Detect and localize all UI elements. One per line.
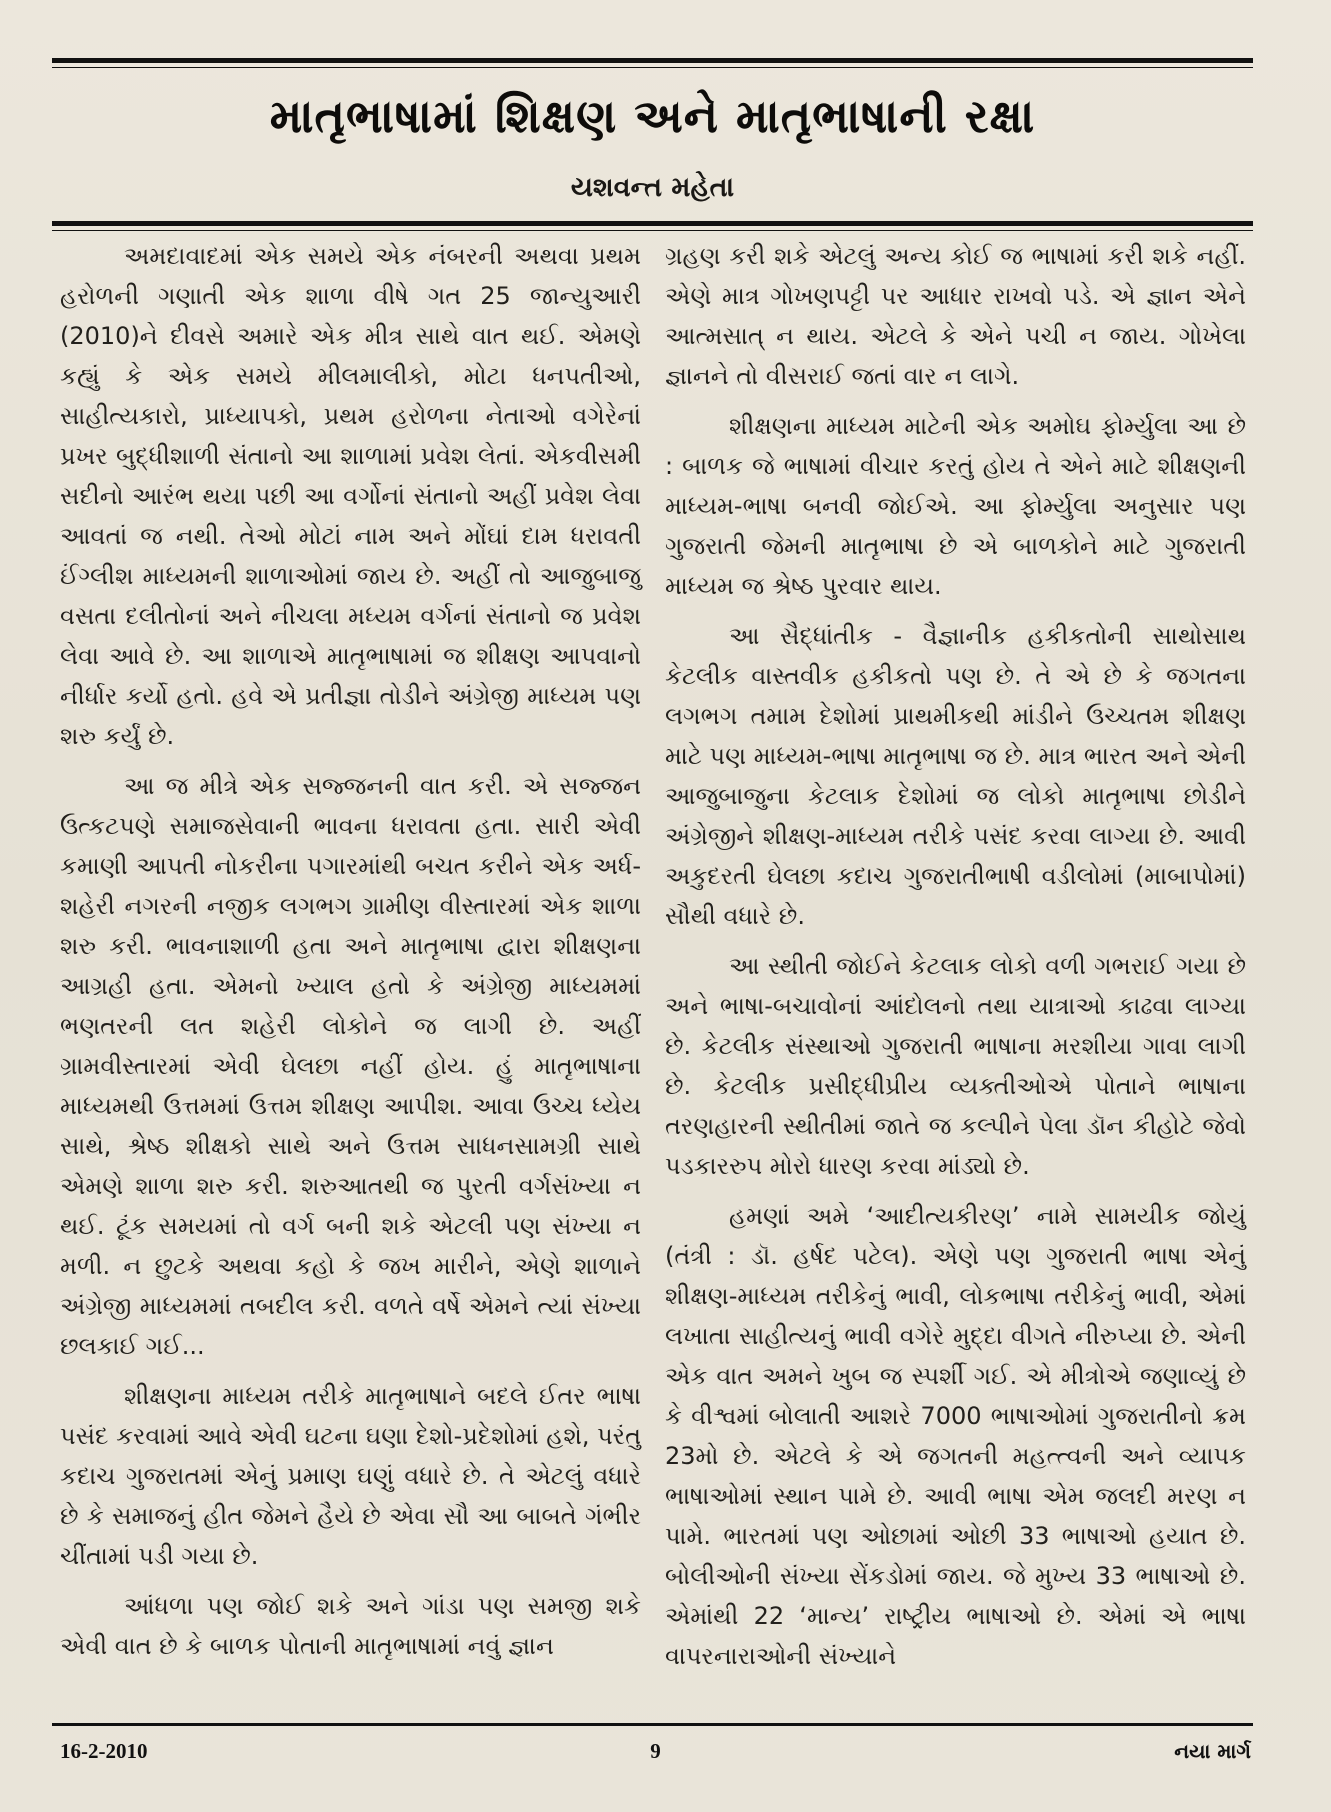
paragraph: આ સ્થીતી જોઈને કેટલાક લોકો વળી ગભરાઈ ગયા છે અને ભાષા-બચાવોનાં આંદોલનો તથા યાત્રાઓ કાઢવા લાગ્યા છે. કેટલીક સંસ્થાઓ ગુજરાતી ભાષાના મરશીયા ગાવા લાગી છે. કેટલીક પ્રસીદ્ધીપ્રીય વ્યક્તીઓએ પોતાને ભાષાના તરણહારની સ્થીતીમાં જાતે જ કલ્પીને પેલા ડૉન કીહોટે જેવો પડકારરુપ મોરો ધારણ કરવા માંડ્યો છે. <box>665 952 1246 1180</box>
paragraph: શીક્ષણના માધ્યમ માટેની એક અમોઘ ફોર્મ્યુલા આ છે : બાળક જે ભાષામાં વીચાર કરતું હોય તે એને માટે શીક્ષણની માધ્યમ-ભાષા બનવી જોઈએ. આ ફોર્મ્યુલા અનુસાર પણ ગુજરાતી જેમની માતૃભાષા છે એ બાળકોને માટે ગુજરાતી માધ્યમ જ શ્રેષ્ઠ પુરવાર થાય. <box>665 412 1246 600</box>
article-title: માતૃભાષામાં શિક્ષણ અને માતૃભાષાની રક્ષા <box>269 89 1036 143</box>
paragraph: આ જ મીત્રે એક સજ્જનની વાત કરી. એ સજ્જન ઉત્કટપણે સમાજસેવાની ભાવના ધરાવતા હતા. સારી એવી કમાણી આપતી નોકરીના પગારમાંથી બચત કરીને એક અર્ધ-શહેરી નગરની નજીક લગભગ ગ્રામીણ વીસ્તારમાં એક શાળા શરુ કરી. ભાવનાશાળી હતા અને માતૃભાષા દ્વારા શીક્ષણના આગ્રહી હતા. એમનો ખ્યાલ હતો કે અંગ્રેજી માધ્યમમાં ભણતરની લત શહેરી લોકોને જ લાગી છે. અહીં ગ્રામવીસ્તારમાં એવી ઘેલછા નહીં હોય. હું માતૃભાષાના માધ્યમથી ઉત્તમમાં ઉત્તમ શીક્ષણ આપીશ. આવા ઉચ્ચ ધ્યેય સાથે, શ્રેષ્ઠ શીક્ષકો સાથે અને ઉત્તમ સાધનસામગ્રી સાથે એમણે શાળા શરુ કરી. શરુઆતથી જ પુરતી વર્ગસંખ્યા ન થઈ. ટૂંક સમયમાં તો વર્ગ બની શકે એટલી પણ સંખ્યા ન મળી. ન છુટકે અથવા કહો કે જખ મારીને, એણે શાળાને અંગ્રેજી માધ્યમમાં તબદીલ કરી. વળતે વર્ષે એમને ત્યાં સંખ્યા છલકાઈ ગઈ... <box>60 772 641 1360</box>
top-rule <box>52 58 1253 63</box>
left-column <box>60 236 641 1676</box>
paragraph: અમદાવાદમાં એક સમયે એક નંબરની અથવા પ્રથમ હરોળની ગણાતી એક શાળા વીષે ગત 25 જાન્યુઆરી (2010)ને દીવસે અમારે એક મીત્ર સાથે વાત થઈ. એમણે કહ્યું કે એક સમયે મીલમાલીકો, મોટા ધનપતીઓ, સાહીત્યકારો, પ્રાધ્યાપકો, પ્રથમ હરોળના નેતાઓ વગેરેનાં પ્રખર બુદ્ધીશાળી સંતાનો આ શાળામાં પ્રવેશ લેતાં. એકવીસમી સદીનો આરંભ થયા પછી આ વર્ગોનાં સંતાનો અહીં પ્રવેશ લેવા આવતાં જ નથી. તેઓ મોટાં નામ અને મોંઘાં દામ ધરાવતી ઈંગ્લીશ માધ્યમની શાળાઓમાં જાય છે. અહીં તો આજુબાજુ વસતા દલીતોનાં અને નીચલા મધ્યમ વર્ગનાં સંતાનો જ પ્રવેશ લેવા આવે છે. આ શાળાએ માતૃભાષામાં જ શીક્ષણ આપવાનો નીર્ધાર કર્યો હતો. હવે એ પ્રતીજ્ઞા તોડીને અંગ્રેજી માધ્યમ પણ શરુ કર્યું છે. <box>60 242 641 750</box>
paragraph: આ સૈદ્ધાંતીક - વૈજ્ઞાનીક હકીકતોની સાથોસાથ કેટલીક વાસ્તવીક હકીકતો પણ છે. તે એ છે કે જગતના લગભગ તમામ દેશોમાં પ્રાથમીકથી માંડીને ઉચ્ચતમ શીક્ષણ માટે પણ માધ્યમ-ભાષા માતૃભાષા જ છે. માત્ર ભારત અને એની આજુબાજુના કેટલાક દેશોમાં જ લોકો માતૃભાષા છોડીને અંગ્રેજીને શીક્ષણ-માધ્યમ તરીકે પસંદ કરવા લાગ્યા છે. આવી અકુદરતી ઘેલછા કદાચ ગુજરાતીભાષી વડીલોમાં (માબાપોમાં) સૌથી વધારે છે. <box>665 622 1246 930</box>
top-rule-thin <box>52 67 1253 68</box>
magazine-name: નયા માર્ગ <box>1174 1739 1251 1763</box>
header-rule <box>52 221 1253 226</box>
paragraph: આંધળા પણ જોઈ શકે અને ગાંડા પણ સમજી શકે એવી વાત છે કે બાળક પોતાની માતૃભાષામાં નવું જ્ઞાન <box>60 1592 641 1660</box>
article-author: યશવન્ત મહેતા <box>570 172 735 203</box>
paragraph: હમણાં અમે ‘આદીત્યકીરણ’ નામે સામયીક જોયું (તંત્રી : ડૉ. હર્ષદ પટેલ). એણે પણ ગુજરાતી ભાષા એનું શીક્ષણ-માધ્યમ તરીકેનું ભાવી, લોકભાષા તરીકેનું ભાવી, એમાં લખાતા સાહીત્યનું ભાવી વગેરે મુદ્દા વીગતે નીરુપ્યા છે. એની એક વાત અમને ખુબ જ સ્પર્શી ગઈ. એ મીત્રોએ જણાવ્યું છે કે વીશ્વમાં બોલાતી આશરે 7000 ભાષાઓમાં ગુજરાતીનો ક્રમ 23મો છે. એટલે કે એ જગતની મહત્ત્વની અને વ્યાપક ભાષાઓમાં સ્થાન પામે છે. આવી ભાષા એમ જલદી મરણ ન પામે. ભારતમાં પણ ઓછામાં ઓછી 33 ભાષાઓ હયાત છે. બોલીઓની સંખ્યા સેંકડોમાં જાય. જે મુખ્ય 33 ભાષાઓ છે. એમાંથી 22 ‘માન્ય’ રાષ્ટ્રીય ભાષાઓ છે. એમાં એ ભાષા વાપરનારાઓની સંખ્યાને <box>665 1202 1246 1670</box>
header-rule-thin <box>52 230 1253 231</box>
issue-date: 16-2-2010 <box>60 1739 148 1763</box>
page-number: 9 <box>650 1739 661 1763</box>
right-column <box>665 236 1246 1686</box>
footer-rule <box>52 1723 1253 1726</box>
page-footer <box>60 1733 1251 1769</box>
paragraph: શીક્ષણના માધ્યમ તરીકે માતૃભાષાને બદલે ઈતર ભાષા પસંદ કરવામાં આવે એવી ઘટના ઘણા દેશો-પ્રદેશોમાં હશે, પરંતુ કદાચ ગુજરાતમાં એનું પ્રમાણ ઘણું વધારે છે. તે એટલું વધારે છે કે સમાજનું હીત જેમને હૈયે છે એવા સૌ આ બાબતે ગંભીર ચીંતામાં પડી ગયા છે. <box>60 1382 641 1570</box>
paragraph-continued: ગ્રહણ કરી શકે એટલું અન્ય કોઈ જ ભાષામાં કરી શકે નહીં. એણે માત્ર ગોખણપટ્ટી પર આધાર રાખવો પડે. એ જ્ઞાન એને આત્મસાત્ ન થાય. એટલે કે એને પચી ન જાય. ગોખેલા જ્ઞાનને તો વીસરાઈ જતાં વાર ન લાગે. <box>665 242 1246 390</box>
